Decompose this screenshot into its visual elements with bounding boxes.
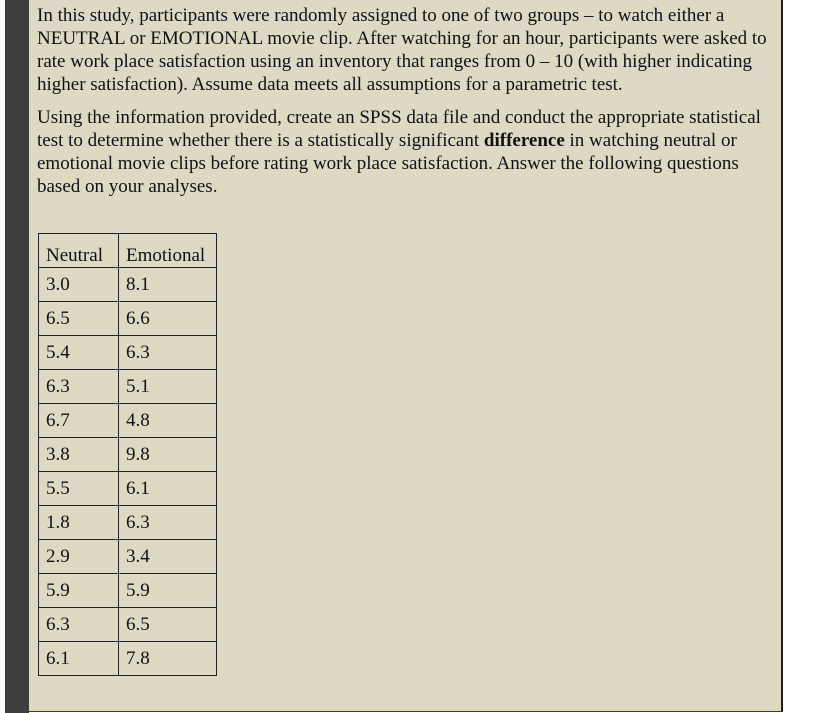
instructions-emphasis: difference (483, 130, 565, 151)
table-header-row (39, 234, 217, 268)
emotional-cell: 3.4 (119, 540, 217, 574)
table-row (39, 540, 217, 574)
emotional-cell: 6.1 (119, 472, 217, 506)
emotional-cell: 8.1 (119, 268, 217, 302)
neutral-cell: 6.1 (39, 642, 119, 676)
table-row (39, 506, 217, 540)
emotional-cell: 5.1 (119, 370, 217, 404)
emotional-cell: 6.3 (119, 506, 217, 540)
emotional-cell: 6.5 (119, 608, 217, 642)
emotional-cell: 6.3 (119, 336, 217, 370)
instructions-text-before: Using the information provided, create an SPSS data file and conduct the appropriate statistical test to determine whether there is a statistically significant (37, 107, 761, 151)
table-row (39, 642, 217, 676)
question-panel (29, 0, 783, 712)
neutral-cell: 1.8 (39, 506, 119, 540)
table-row (39, 268, 217, 302)
neutral-cell: 5.9 (39, 574, 119, 608)
neutral-cell: 6.7 (39, 404, 119, 438)
table-row (39, 404, 217, 438)
emotional-cell: 9.8 (119, 438, 217, 472)
instructions-text-after: in watching neutral or emotional movie clips before rating work place satisfaction. Answer the following questions based on your analyses. (37, 130, 739, 197)
instructions-paragraph (37, 106, 777, 198)
question-text (37, 4, 777, 198)
intro-paragraph: In this study, participants were randomly assigned to one of two groups – to watch either a NEUTRAL or EMOTIONAL movie clip. After watching for an hour, participants were asked to rate work place satisfaction using an inventory that ranges from 0 – 10 (with higher indicating higher satisfaction). Assume data meets all assumptions for a parametric test. (37, 5, 767, 95)
neutral-cell: 5.5 (39, 472, 119, 506)
table-row (39, 472, 217, 506)
table-row (39, 608, 217, 642)
table-row (39, 370, 217, 404)
table-row (39, 336, 217, 370)
emotional-cell: 5.9 (119, 574, 217, 608)
data-table (38, 233, 217, 676)
column-header-emotional: Emotional (119, 234, 217, 268)
left-sidebar-bar (5, 0, 29, 713)
column-header-neutral: Neutral (39, 234, 119, 268)
neutral-cell: 3.8 (39, 438, 119, 472)
neutral-cell: 6.3 (39, 608, 119, 642)
neutral-cell: 2.9 (39, 540, 119, 574)
table-row (39, 574, 217, 608)
table-row (39, 302, 217, 336)
emotional-cell: 6.6 (119, 302, 217, 336)
neutral-cell: 6.3 (39, 370, 119, 404)
neutral-cell: 3.0 (39, 268, 119, 302)
neutral-cell: 5.4 (39, 336, 119, 370)
table-row (39, 438, 217, 472)
emotional-cell: 4.8 (119, 404, 217, 438)
emotional-cell: 7.8 (119, 642, 217, 676)
neutral-cell: 6.5 (39, 302, 119, 336)
